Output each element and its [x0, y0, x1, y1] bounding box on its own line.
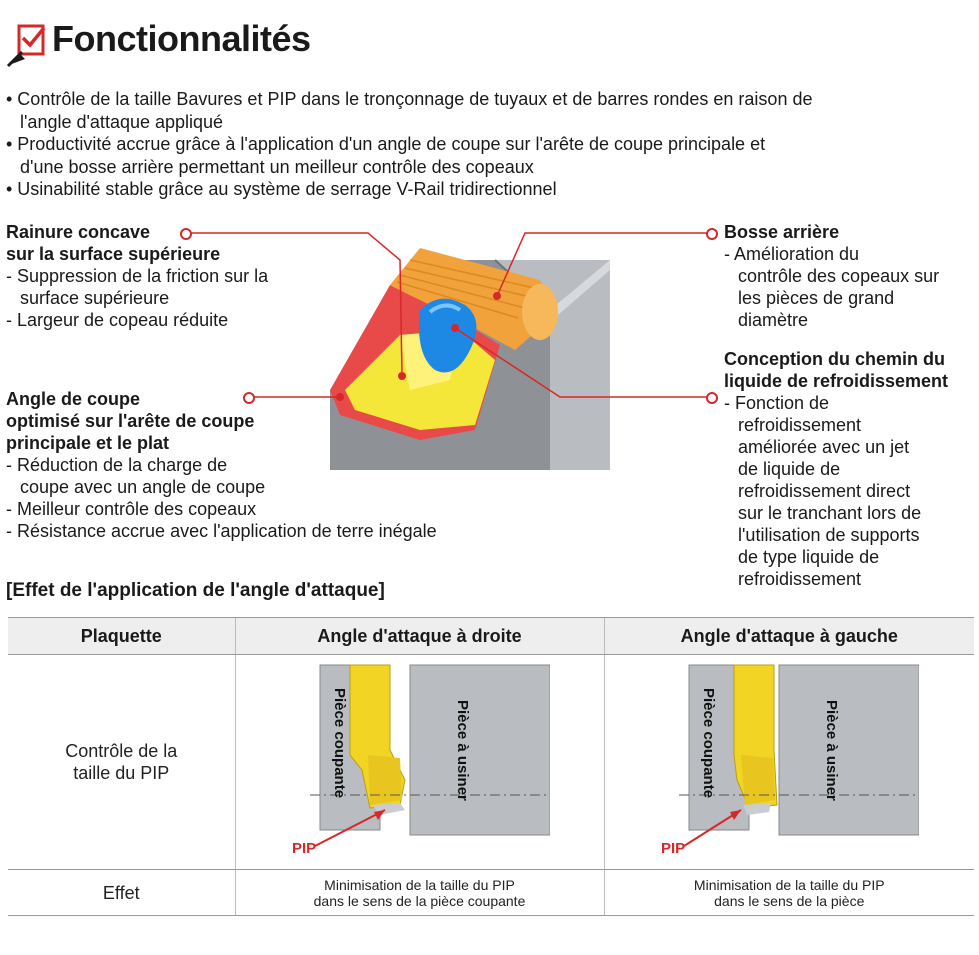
table-header: Plaquette [8, 618, 235, 655]
callout-text: l'utilisation de supports [738, 525, 920, 545]
callout-text: refroidissement [738, 569, 862, 589]
callout-text: diamètre [738, 310, 809, 330]
callout-text: - Meilleur contrôle des copeaux [6, 499, 257, 519]
callout-text: - Fonction de [724, 393, 830, 413]
callout-text: surface supérieure [20, 288, 170, 308]
callout-rake-angle [6, 388, 546, 542]
callout-heading: Bosse arrière [724, 222, 840, 242]
callout-text: contrôle des copeaux sur [738, 266, 940, 286]
pip-diagram-right [290, 660, 550, 860]
callout-marker [180, 228, 192, 240]
callout-heading: Rainure concave [6, 222, 151, 242]
table-row [8, 870, 974, 916]
callout-text: améliorée avec un jet [738, 437, 910, 457]
feature-item: • Productivité accrue grâce à l'application d'un angle de coupe sur l'arête de coupe principale et [6, 134, 766, 154]
callout-heading: Angle de coupe [6, 389, 141, 409]
table-header-row [8, 618, 974, 655]
lead-angle-effect-table [8, 617, 974, 916]
effect-cell-left [604, 870, 974, 916]
callout-coolant-path [724, 348, 979, 590]
callout-marker [706, 228, 718, 240]
feature-item: • Usinabilité stable grâce au système de serrage V-Rail tridirectionnel [6, 179, 557, 199]
callout-heading: optimisé sur l'arête de coupe [6, 411, 255, 431]
callout-text: refroidissement [738, 415, 862, 435]
callout-heading: principale et le plat [6, 433, 170, 453]
feature-item: • Contrôle de la taille Bavures et PIP dans le tronçonnage de tuyaux et de barres rondes en raison de [6, 89, 813, 109]
callout-text: les pièces de grand [738, 288, 895, 308]
effect-text: Minimisation de la taille du PIP [324, 876, 515, 893]
pip-label: PIP [661, 839, 686, 857]
section-title: [Effet de l'application de l'angle d'attaque] [6, 580, 385, 601]
workpiece-label: Pièce à usiner [823, 699, 841, 801]
callout-text: - Suppression de la friction sur la [6, 266, 269, 286]
callout-text: - Amélioration du [724, 244, 860, 264]
effect-text: dans le sens de la pièce coupante [313, 892, 526, 909]
cutting-part-label: Pièce coupante [330, 687, 348, 798]
callout-back-bump [724, 221, 979, 331]
table-header: Angle d'attaque à gauche [604, 618, 974, 655]
callout-heading: sur la surface supérieure [6, 244, 221, 264]
table-header: Angle d'attaque à droite [235, 618, 604, 655]
callout-text: de type liquide de [738, 547, 880, 567]
callout-text: - Largeur de copeau réduite [6, 310, 229, 330]
table-row-label [8, 655, 235, 870]
pip-label: PIP [291, 839, 316, 857]
page-title: Fonctionnalités [52, 18, 311, 59]
cutting-part-label: Pièce coupante [700, 687, 718, 798]
callout-marker [706, 392, 718, 404]
diagram-left-lead [604, 655, 974, 870]
effect-text: Minimisation de la taille du PIP [693, 876, 885, 893]
diagram-right-lead [235, 655, 604, 870]
callout-text: - Réduction de la charge de [6, 455, 228, 475]
callout-text: refroidissement direct [738, 481, 911, 501]
callout-heading: Conception du chemin du [724, 349, 945, 369]
callout-text: sur le tranchant lors de [738, 503, 922, 523]
workpiece-label: Pièce à usiner [453, 699, 471, 801]
effect-text: dans le sens de la pièce [714, 892, 865, 909]
callout-marker [243, 392, 255, 404]
callout-text: - Résistance accrue avec l'application de terre inégale [6, 521, 437, 541]
table-row [8, 655, 974, 870]
table-row-label: Effet [8, 870, 235, 916]
callout-text: de liquide de [738, 459, 841, 479]
feature-item-cont: d'une bosse arrière permettant un meilleur contrôle des copeaux [20, 156, 534, 177]
callout-heading: liquide de refroidissement [724, 371, 949, 391]
callout-concave-groove [6, 221, 326, 331]
row-label-text: Contrôle de la [65, 741, 178, 761]
pip-diagram-left [659, 660, 919, 860]
row-label-text: taille du PIP [73, 763, 170, 783]
feature-item-cont: l'angle d'attaque appliqué [20, 111, 224, 132]
callout-text: coupe avec un angle de coupe [20, 477, 266, 497]
effect-cell-right [235, 870, 604, 916]
